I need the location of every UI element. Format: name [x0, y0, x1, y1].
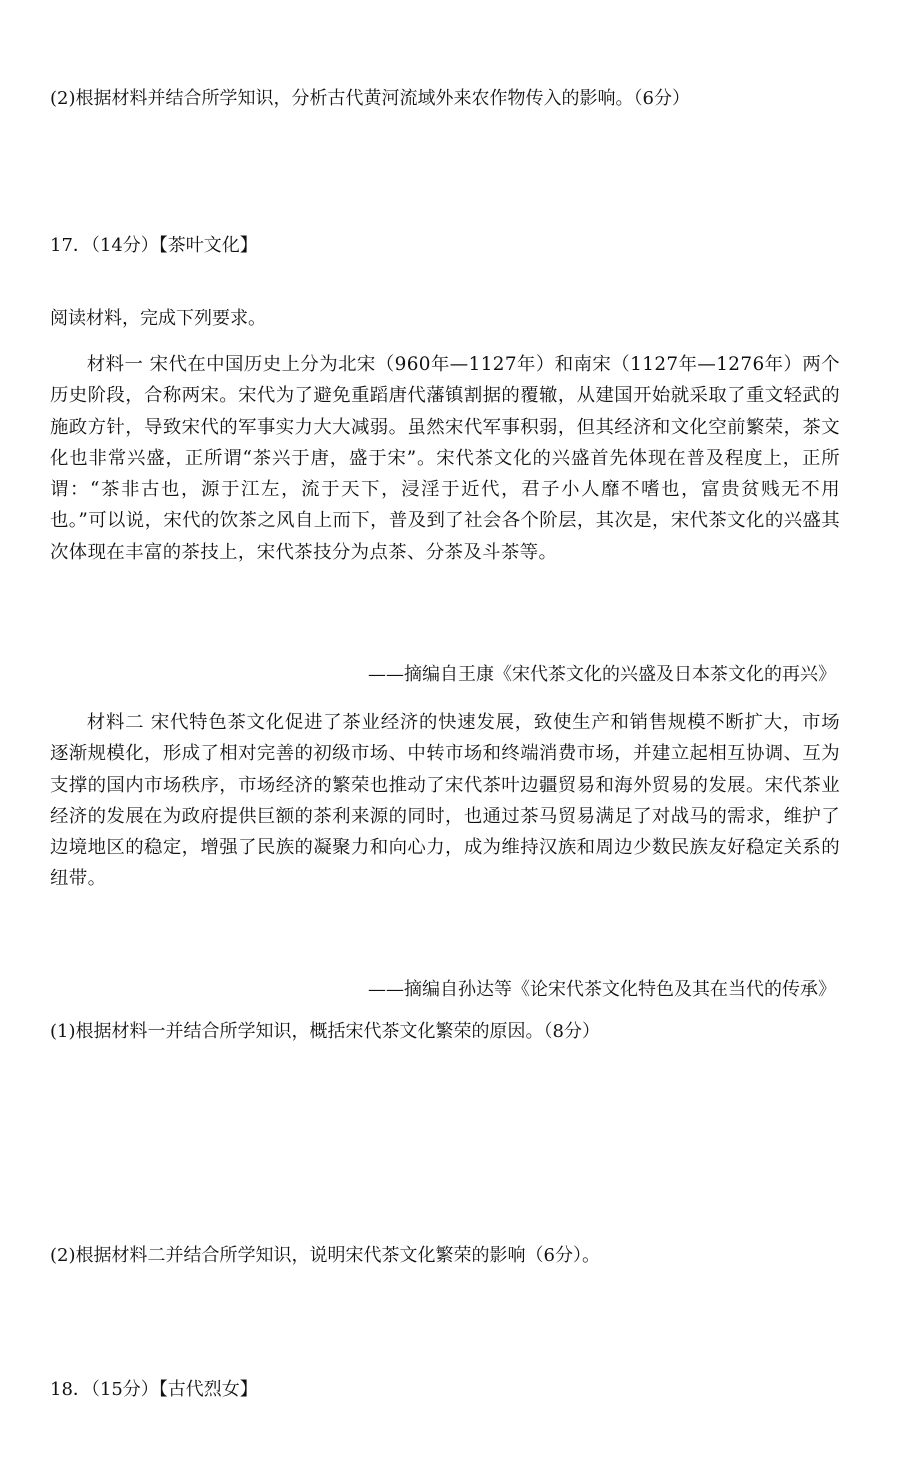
- q16-sub2-prompt: (2)根据材料并结合所学知识，分析古代黄河流域外来农作物传入的影响。（6分）: [50, 88, 690, 109]
- q17-sub1-prompt: (1)根据材料一并结合所学知识，概括宋代茶文化繁荣的原因。（8分）: [50, 1021, 600, 1042]
- q17-heading: 17．（14分）【茶叶文化】: [50, 235, 258, 256]
- q17-material-2: 材料二 宋代特色茶文化促进了茶业经济的快速发展，致使生产和销售规模不断扩大，市场逐渐规模化，形成了相对完善的初级市场、中转市场和终端消费市场，并建立起相互协调、互为支撑的国内市场秩序，市场经济的繁荣也推动了宋代茶叶边疆贸易和海外贸易的发展。宋代茶业经济的发展在为政府提供巨额的茶利来源的同时，也通过茶马贸易满足了对战马的需求，维护了边境地区的稳定，增强了民族的凝聚力和向心力，成为维持汉族和周边少数民族友好稳定关系的纽带。: [50, 712, 840, 890]
- q17-material-2-source: ——摘编自孙达等《论宋代茶文化特色及其在当代的传承》: [368, 979, 836, 1000]
- q17-sub2-prompt: (2)根据材料二并结合所学知识，说明宋代茶文化繁荣的影响（6分）。: [50, 1245, 600, 1266]
- q17-material-1-source: ——摘编自王康《宋代茶文化的兴盛及日本茶文化的再兴》: [368, 664, 836, 685]
- q17-material-1: 材料一 宋代在中国历史上分为北宋（960年—1127年）和南宋（1127年—1276年）两个历史阶段，合称两宋。宋代为了避免重蹈唐代藩镇割据的覆辙，从建国开始就采取了重文轻武的施政方针，导致宋代的军事实力大大减弱。虽然宋代军事积弱，但其经济和文化空前繁荣，茶文化也非常兴盛，正所谓“茶兴于唐，盛于宋”。宋代茶文化的兴盛首先体现在普及程度上，正所谓：“茶非古也，源于江左，流于天下，浸淫于近代，君子小人靡不嗜也，富贵贫贱无不用也。”可以说，宋代的饮茶之风自上而下，普及到了社会各个阶层，其次是，宋代茶文化的兴盛其次体现在丰富的茶技上，宋代茶技分为点茶、分茶及斗茶等。: [50, 354, 840, 563]
- q17-instruction: 阅读材料，完成下列要求。: [50, 308, 266, 329]
- q18-heading: 18．（15分）【古代烈女】: [50, 1379, 258, 1400]
